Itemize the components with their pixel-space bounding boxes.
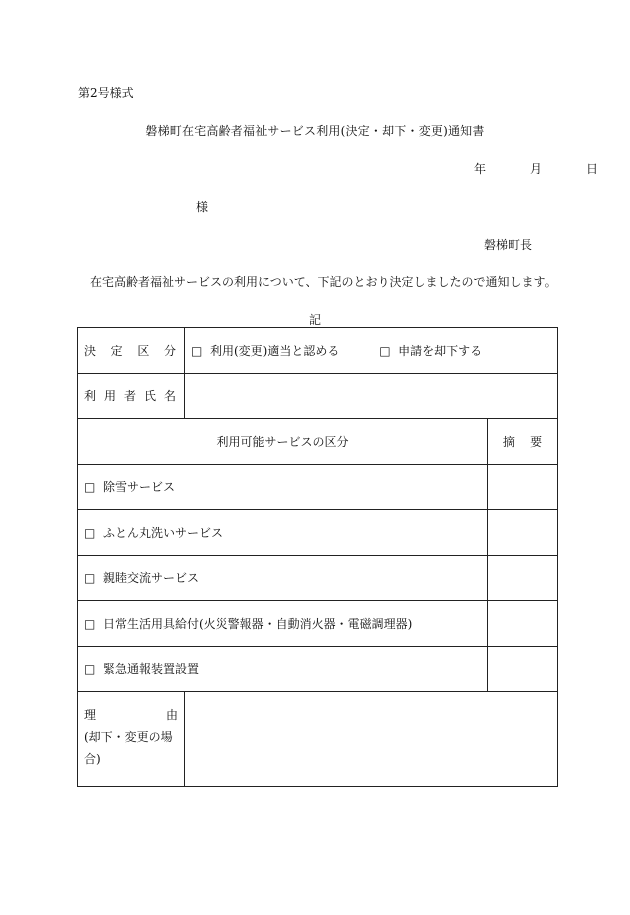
service-summary-field[interactable] xyxy=(488,510,558,556)
decision-label-char: 区 xyxy=(137,343,150,358)
recipient-suffix: 様 xyxy=(196,200,209,214)
date-year: 年 xyxy=(474,162,487,176)
reason-field[interactable] xyxy=(185,692,558,787)
user-label-char: 者 xyxy=(123,389,136,404)
service-label: 緊急通報装置設置 xyxy=(102,662,199,677)
checkbox-icon[interactable]: □ xyxy=(84,571,96,586)
date-month: 月 xyxy=(530,162,543,176)
summary-header xyxy=(488,419,558,465)
reason-label-cell xyxy=(78,692,185,787)
date-day: 日 xyxy=(586,162,599,176)
user-name-label xyxy=(84,387,178,404)
service-label: 除雪サービス xyxy=(102,480,175,495)
service-label: 親睦交流サービス xyxy=(102,571,199,586)
ki-label: 記 xyxy=(308,313,321,327)
form-number: 第2号様式 xyxy=(78,86,134,100)
service-summary-field[interactable] xyxy=(488,601,558,647)
issuer-name: 磐梯町長 xyxy=(484,238,533,252)
service-header: 利用可能サービスの区分 xyxy=(78,419,488,465)
decision-label-char: 分 xyxy=(163,343,176,358)
reason-note-line: 合) xyxy=(84,752,101,766)
checkbox-icon[interactable]: □ xyxy=(379,343,391,358)
user-label-char: 名 xyxy=(163,389,176,404)
date-line xyxy=(474,160,598,177)
document-title: 磐梯町在宅高齢者福祉サービス利用(決定・却下・変更)通知書 xyxy=(145,124,485,138)
service-row xyxy=(78,601,558,647)
service-row xyxy=(78,646,558,692)
reason-note-line: (却下・変更の場 xyxy=(84,730,173,744)
body-text: 在宅高齢者福祉サービスの利用について、下記のとおり決定しましたので通知します。 xyxy=(90,275,557,289)
option-reject[interactable] xyxy=(379,342,482,359)
decision-label-char: 定 xyxy=(110,343,123,358)
user-label-char: 用 xyxy=(103,389,116,404)
service-row xyxy=(78,555,558,601)
option-approve-label: 利用(変更)適当と認める xyxy=(209,343,340,358)
user-label-char: 氏 xyxy=(143,389,156,404)
option-approve[interactable] xyxy=(191,342,339,359)
user-name-row xyxy=(78,373,558,419)
decision-row xyxy=(78,328,558,374)
decision-label-cell xyxy=(78,328,185,374)
service-item[interactable] xyxy=(78,510,488,556)
user-label-char: 利 xyxy=(84,389,97,404)
summary-header-char: 要 xyxy=(530,434,543,449)
service-item[interactable] xyxy=(78,646,488,692)
decision-table xyxy=(77,327,558,787)
service-label: 日常生活用具給付(火災警報器・自動消火器・電磁調理器) xyxy=(102,616,413,631)
decision-options-cell xyxy=(185,328,558,374)
checkbox-icon[interactable]: □ xyxy=(84,662,96,677)
decision-label xyxy=(84,342,178,359)
checkbox-icon[interactable]: □ xyxy=(84,525,96,540)
checkbox-icon[interactable]: □ xyxy=(191,343,203,358)
service-row xyxy=(78,510,558,556)
service-row xyxy=(78,464,558,510)
service-summary-field[interactable] xyxy=(488,555,558,601)
service-header-row xyxy=(78,419,558,465)
reason-label xyxy=(84,704,178,726)
reason-row xyxy=(78,692,558,787)
service-item[interactable] xyxy=(78,555,488,601)
service-label: ふとん丸洗いサービス xyxy=(102,525,223,540)
option-reject-label: 申請を却下する xyxy=(398,343,483,358)
service-summary-field[interactable] xyxy=(488,646,558,692)
user-name-field[interactable] xyxy=(185,373,558,419)
summary-header-char: 摘 xyxy=(502,434,515,449)
checkbox-icon[interactable]: □ xyxy=(84,480,96,495)
user-name-label-cell xyxy=(78,373,185,419)
service-item[interactable] xyxy=(78,601,488,647)
checkbox-icon[interactable]: □ xyxy=(84,616,96,631)
service-summary-field[interactable] xyxy=(488,464,558,510)
service-item[interactable] xyxy=(78,464,488,510)
reason-label-char: 理 xyxy=(84,708,97,722)
decision-label-char: 決 xyxy=(84,343,97,358)
reason-label-char: 由 xyxy=(165,708,178,722)
